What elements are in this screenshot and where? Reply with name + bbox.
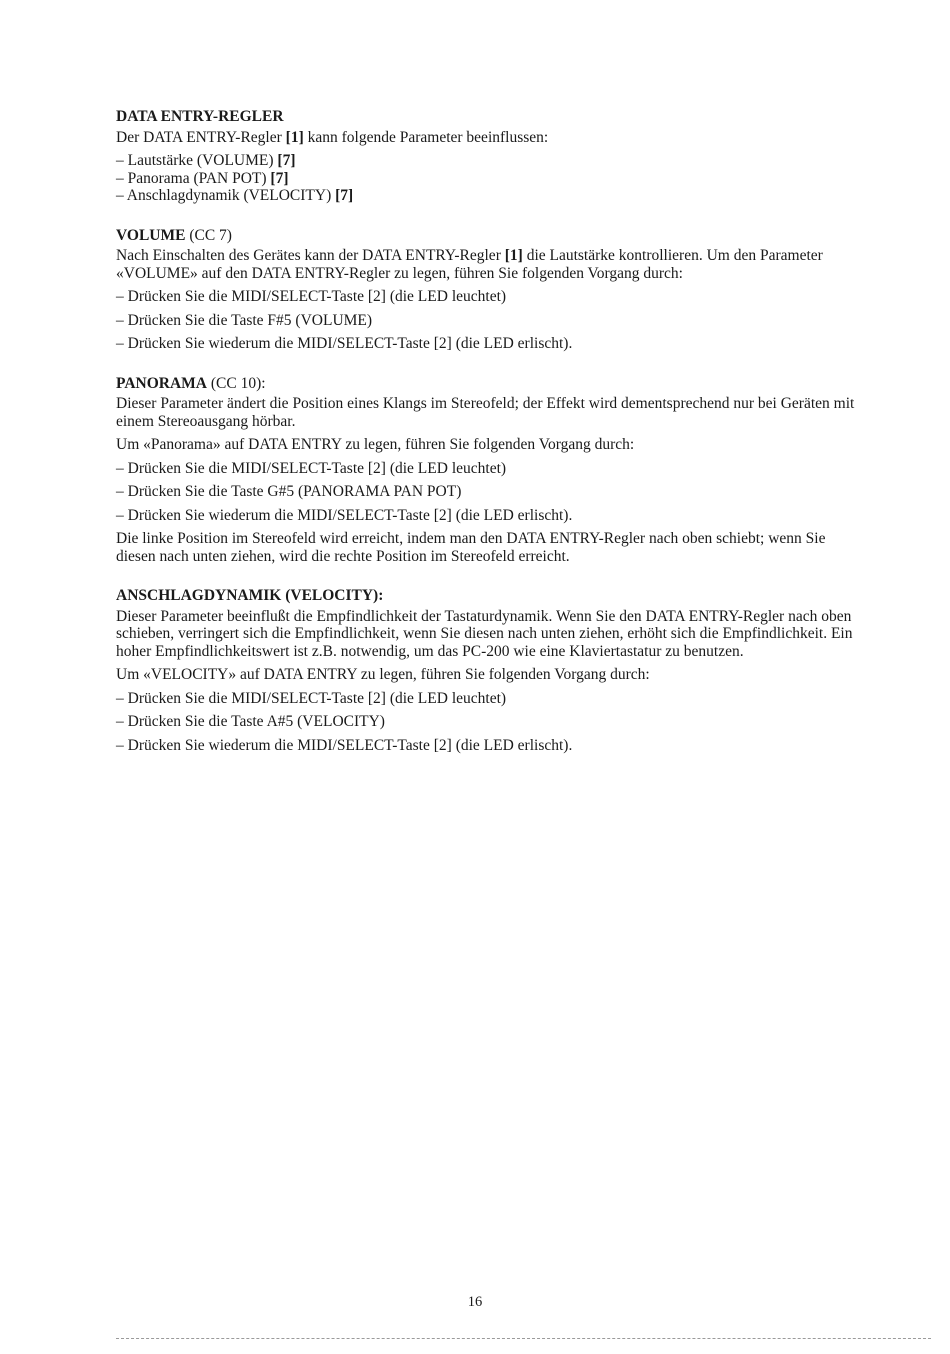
reference-marker: [1] [285,128,304,146]
list-item: – Drücken Sie die Taste G#5 (PANORAMA PAN POT) [116,483,866,501]
section-volume [116,227,866,353]
steps-list [116,460,866,525]
section-velocity [116,587,866,754]
section-heading: PANORAMA (CC 10): [116,374,266,392]
paragraph: Die linke Position im Stereofeld wird erreicht, indem man den DATA ENTRY-Regler nach oben schiebt; wenn Sie diesen nach unten ziehen, wird die rechte Position im Stereofeld erreicht. [116,530,826,565]
paragraph: Dieser Parameter ändert die Position eines Klangs im Stereofeld; der Effekt wird dementsprechend nur bei Geräten mit einem Stereoausgang hörbar. [116,395,855,430]
section-data-entry [116,108,866,205]
section-heading: ANSCHLAGDYNAMIK (VELOCITY): [116,587,384,604]
steps-list [116,690,866,755]
section-intro: Der DATA ENTRY-Regler [1] kann folgende Parameter beeinflussen: [116,128,549,146]
list-item: – Drücken Sie die Taste F#5 (VOLUME) [116,312,866,330]
list-item: – Drücken Sie wiederum die MIDI/SELECT-Taste [2] (die LED erlischt). [116,507,866,525]
list-item: – Lautstärke (VOLUME) [7] [116,152,866,170]
section-panorama [116,375,866,566]
list-item: – Drücken Sie wiederum die MIDI/SELECT-Taste [2] (die LED erlischt). [116,737,866,755]
paragraph: Um «VELOCITY» auf DATA ENTRY zu legen, führen Sie folgenden Vorgang durch: [116,666,650,683]
steps-list [116,288,866,353]
document-page [116,108,866,776]
section-heading: DATA ENTRY-REGLER [116,108,284,125]
paragraph: Dieser Parameter beeinflußt die Empfindlichkeit der Tastaturdynamik. Wenn Sie den DATA ENTRY-Regler nach oben schieben, verringert sich die Empfindlichkeit, wenn Sie diesen nach unten ziehen, erhöht sich die Empfindlichkeit. Ein hoher Empfindlichkeitswert ist z.B. notwendig, um das PC-200 wie eine Klaviertastatur zu benutzen. [116,607,853,660]
list-item: – Anschlagdynamik (VELOCITY) [7] [116,187,866,205]
paragraph: Nach Einschalten des Gerätes kann der DATA ENTRY-Regler [1] die Lautstärke kontrollieren. Um den Parameter «VOLUME» auf den DATA ENTRY-Regler zu legen, führen Sie folgenden Vorgang durch: [116,247,823,282]
footer-divider [116,1338,931,1339]
list-item: – Panorama (PAN POT) [7] [116,170,866,188]
list-item: – Drücken Sie wiederum die MIDI/SELECT-Taste [2] (die LED erlischt). [116,335,866,353]
reference-marker: [1] [504,247,523,264]
page-number: 16 [467,1294,483,1310]
paragraph: Um «Panorama» auf DATA ENTRY zu legen, führen Sie folgenden Vorgang durch: [116,436,635,453]
list-item: – Drücken Sie die MIDI/SELECT-Taste [2] (die LED leuchtet) [116,288,866,306]
list-item: – Drücken Sie die Taste A#5 (VELOCITY) [116,713,866,731]
list-item: – Drücken Sie die MIDI/SELECT-Taste [2] (die LED leuchtet) [116,460,866,478]
list-item: – Drücken Sie die MIDI/SELECT-Taste [2] (die LED leuchtet) [116,690,866,708]
parameter-list [116,152,866,205]
section-heading: VOLUME (CC 7) [116,226,232,244]
